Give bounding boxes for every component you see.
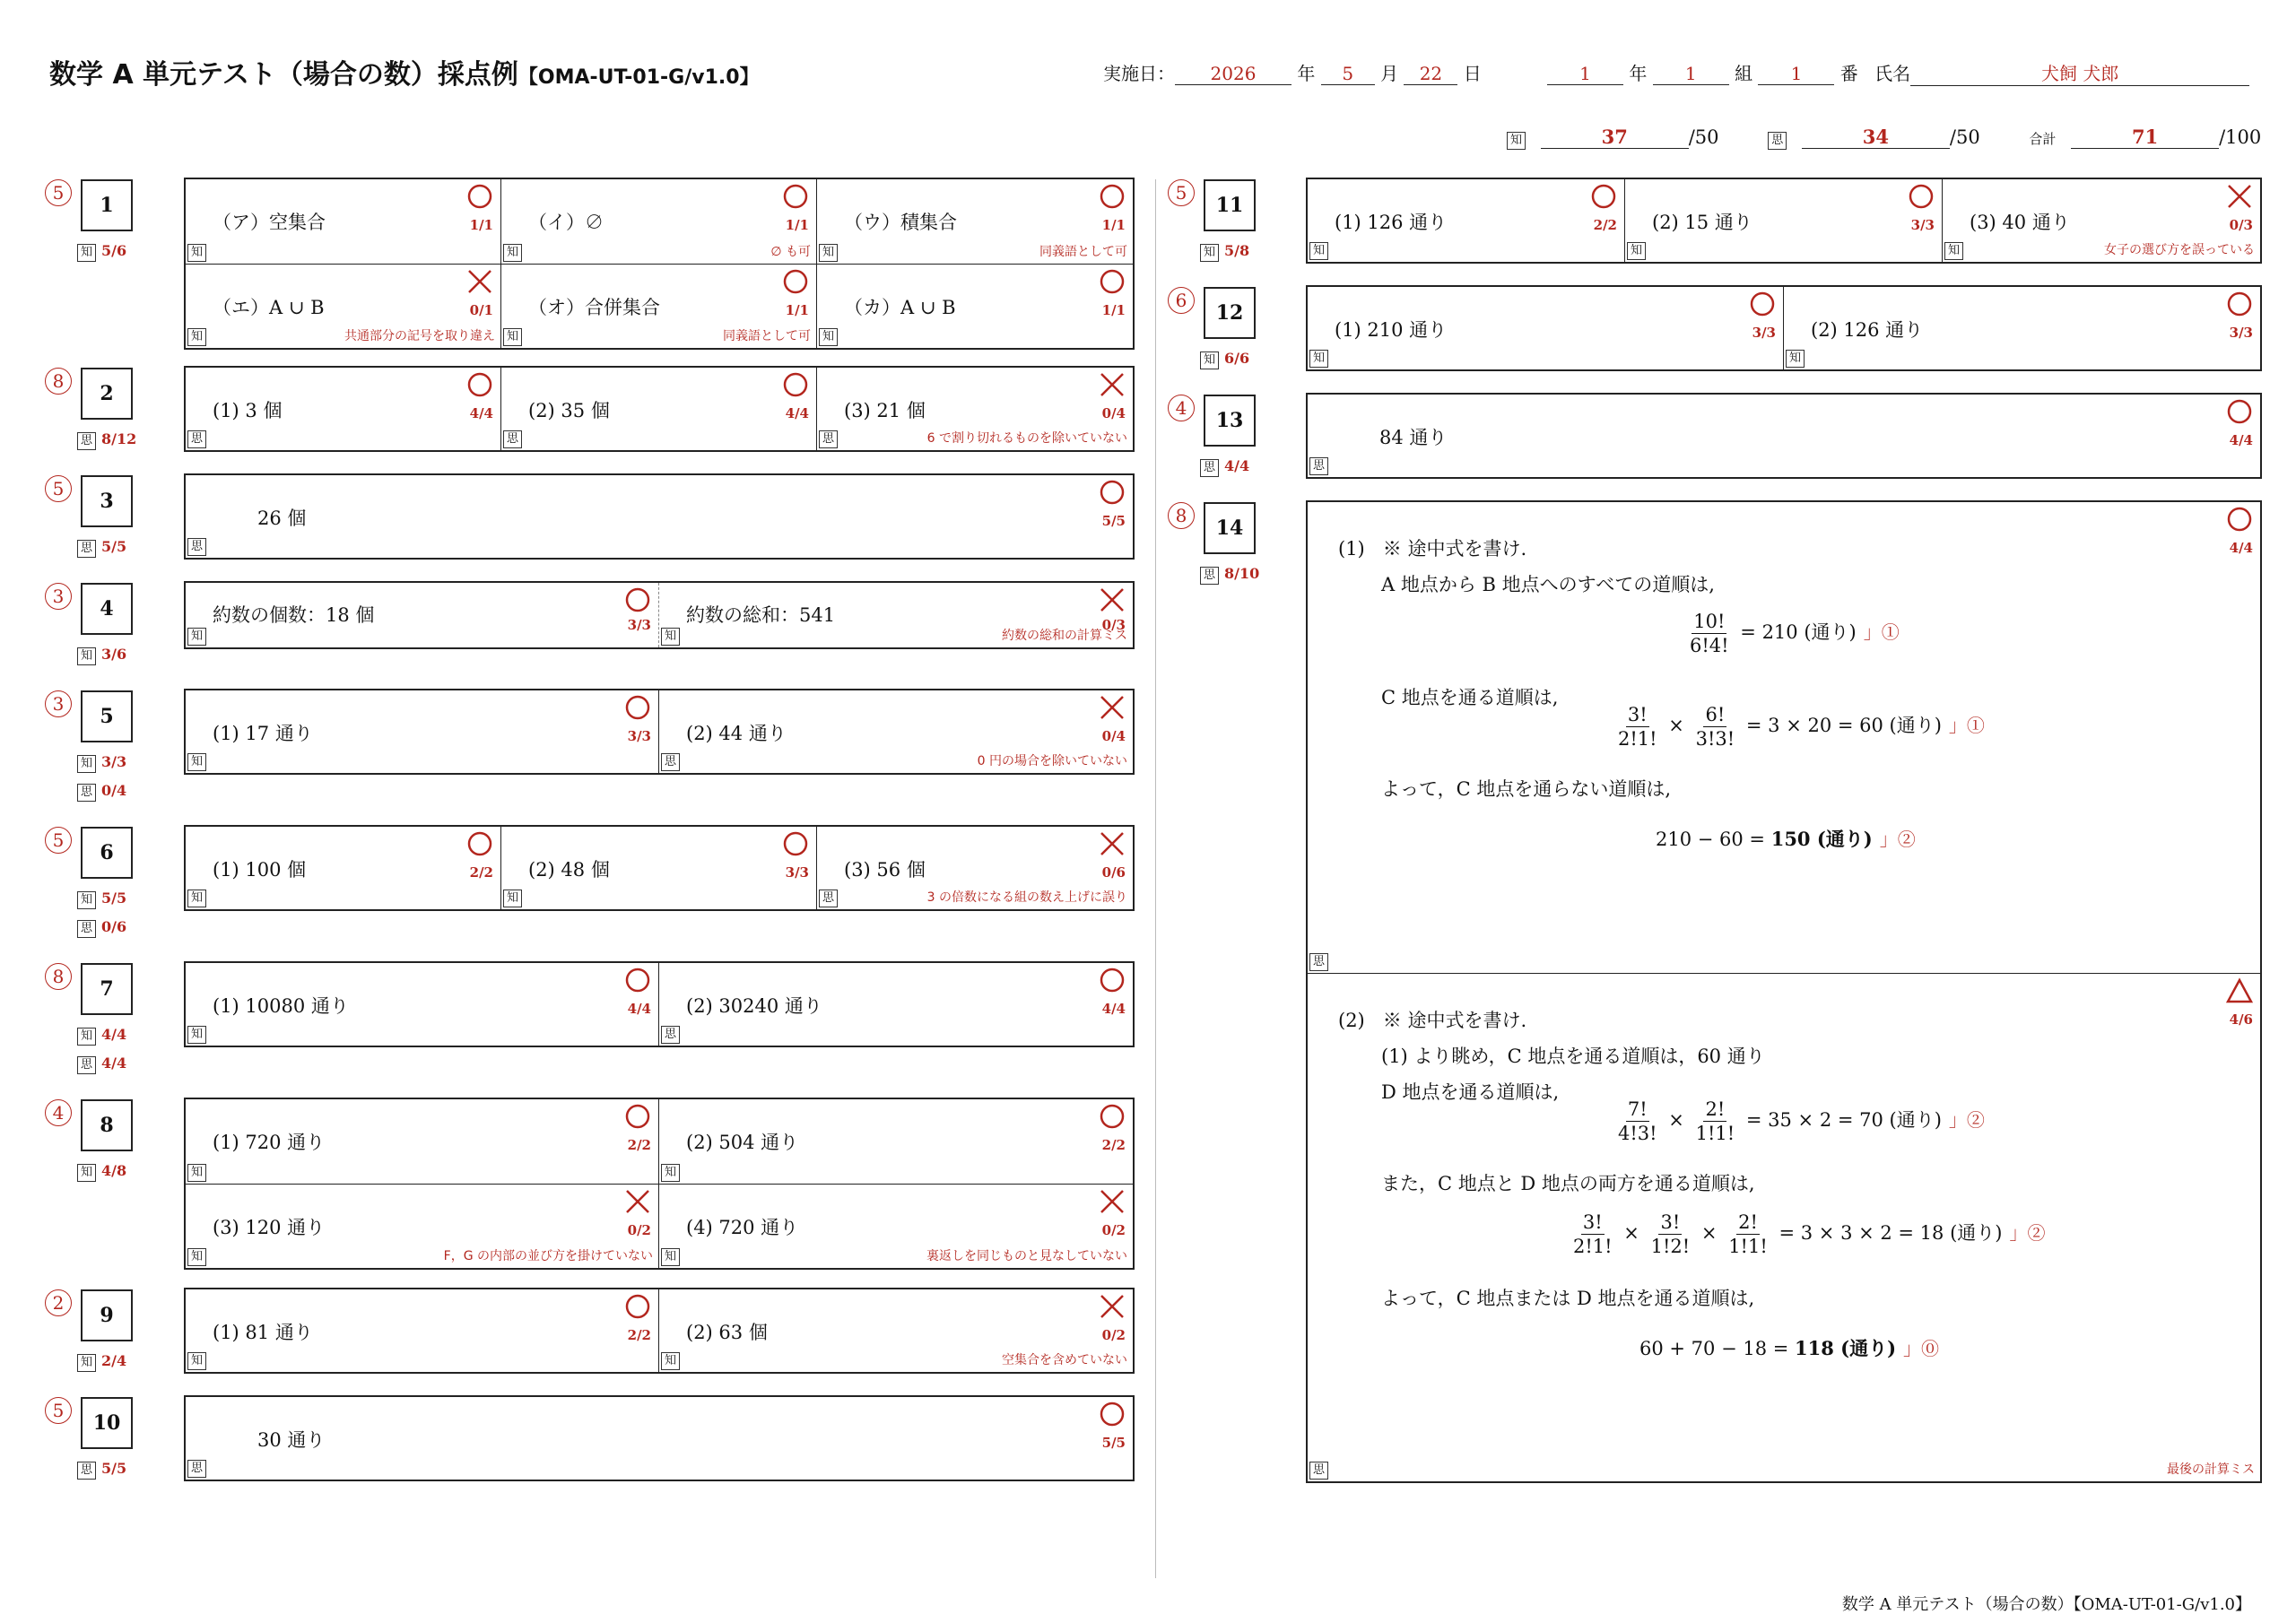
q6-points-3: 0/6 (1101, 864, 1126, 881)
category-tag: 知 (187, 1248, 206, 1266)
q8-correct-mark-icon (624, 1103, 651, 1130)
q8-note-4: 裏返しを同じものと見なしていない (926, 1249, 1127, 1263)
q3-subscore-1: 思 5/5 (77, 538, 126, 558)
q1-points-3: 1/1 (1101, 217, 1126, 233)
q13-subscore-1: 思 4/4 (1200, 457, 1249, 477)
category-tag: 知 (187, 890, 206, 907)
q14-2-note: 最後の計算ミス (2167, 1462, 2255, 1477)
q1-note-4: 共通部分の記号を取り違え (344, 329, 495, 343)
q4-answer-1: 約数の個数：18 個 (213, 604, 375, 626)
q1-points-6: 1/1 (1101, 302, 1126, 318)
q12-answer-1: (1) 210 通り (1335, 319, 1448, 341)
q3-answer-box (184, 473, 1135, 560)
category-tag: 知 (503, 890, 522, 907)
q6-wrong-mark-icon (1099, 830, 1126, 857)
q9-cell-2 (659, 1289, 1133, 1372)
q9-answer-2: (2) 63 個 (686, 1322, 768, 1343)
q8-note-3: F，G の内部の並び方を掛けていない (443, 1249, 653, 1263)
q13-correct-mark-icon (2226, 398, 2253, 425)
column-divider (1155, 179, 1156, 1578)
q8-wrong-mark-icon (1099, 1188, 1126, 1215)
category-tag: 思 (187, 538, 206, 556)
q1-number: 1 (81, 179, 133, 231)
category-tag: 知 (503, 244, 522, 262)
q8-answer-2: (2) 504 通り (686, 1132, 799, 1153)
q14-part1: 4/4 思 (1) ※ 途中式を書け. A 地点から B 地点へのすべての道順は, $\frac{10!}{6!4!}$ = 210 (通り) 」① C 地点を通る道順は, $\frac{3!}{2!1!}$ × $\frac{6!}{3!3!}$ = 3 × 20 = 60 (通り) 」① よって，C 地点を通らない道順は, 210 − 60 = 150 (通り) 」② (1308, 502, 2260, 974)
q3-correct-mark-icon (1099, 479, 1126, 506)
q6-cell-3 (817, 827, 1133, 909)
q1-cell-6 (817, 264, 1133, 348)
category-tag: 知 (187, 753, 206, 771)
q1-points-2: 1/1 (785, 217, 809, 233)
q8-answer-3: (3) 120 通り (213, 1217, 326, 1238)
q9-subscore-1: 知 2/4 (77, 1352, 126, 1372)
category-tag: 知 (661, 1352, 680, 1370)
q7-points-2: 4/4 (1101, 1001, 1126, 1017)
category-tag: 知 (187, 328, 206, 346)
q4-wrong-mark-icon (1099, 586, 1126, 613)
q10-correct-mark-icon (1099, 1401, 1126, 1428)
q13-points-1: 4/4 (2229, 432, 2253, 448)
category-tag: 思 (661, 1026, 680, 1044)
q6-number: 6 (81, 827, 133, 879)
q10-number: 10 (81, 1397, 133, 1449)
q8-cell-2 (659, 1099, 1133, 1184)
q1-note-3: 同義語として可 (1039, 245, 1127, 259)
exam-date: 実施日： 2026 年 5 月 22 日 (1103, 63, 1482, 84)
category-tag: 知 (1786, 350, 1805, 368)
q7-cell-1 (186, 963, 659, 1046)
q2-correct-mark-icon (466, 371, 493, 398)
q5-wrong-mark-icon (1099, 694, 1126, 721)
q7-cell-2 (659, 963, 1133, 1046)
day-field[interactable]: 22 (1404, 63, 1457, 85)
q7-answer-1: (1) 10080 通り (213, 995, 349, 1017)
category-tag: 知 (819, 328, 838, 346)
name-field[interactable]: 犬飼 犬郎 (1910, 59, 2249, 86)
q1-note-5: 同義語として可 (723, 329, 811, 343)
q9-wrong-mark-icon (1099, 1293, 1126, 1320)
q14-part2: 4/6 思 最後の計算ミス (2) ※ 途中式を書け. (1) より眺め，C 地点を通る道順は，60 通り D 地点を通る道順は, $\frac{7!}{4!3!}$ × $\frac{2!}{1!1!}$ = 35 × 2 = 70 (通り) 」② また，C 地点と D 地点の両方を通る道順は, $\frac{3!}{2!1!}$ × $\frac{3!}{1!2!}$ × $\frac{2!}{1!1!}$ = 3 × 3 × 2 = 18 (通り) 」② よって，C 地点または D 地点を通る道順は, 60 + 70 − 18 = 118 (通り) 」⓪ (1308, 974, 2260, 1481)
q4-correct-mark-icon (624, 586, 651, 613)
q7-points-1: 4/4 (627, 1001, 651, 1017)
q5-subscore-2: 思 0/4 (77, 782, 126, 802)
q7-correct-mark-icon (624, 967, 651, 994)
q14-1-mark-icon (2226, 506, 2253, 533)
q5-correct-mark-icon (624, 694, 651, 721)
q14-1-formula2: $\frac{3!}{2!1!}$ × $\frac{6!}{3!3!}$ = 3 × 20 = 60 (通り) 」① (1618, 704, 1985, 750)
q1-points-5: 1/1 (785, 302, 809, 318)
category-tag: 思 (1309, 457, 1328, 475)
q10-subscore-1: 思 5/5 (77, 1460, 126, 1480)
q8-cell-3 (186, 1184, 659, 1268)
q11-answer-box (1306, 178, 2262, 264)
q10-points-1: 5/5 (1101, 1435, 1126, 1451)
q3-answer-1: 26 個 (257, 508, 307, 529)
q8-cell-1 (186, 1099, 659, 1184)
q1-cell-4 (186, 264, 501, 348)
q11-number: 11 (1204, 179, 1256, 231)
q7-score-circle: 8 (45, 963, 72, 990)
q6-cell-2 (501, 827, 817, 909)
q1-note-2: ∅ も可 (770, 245, 811, 259)
q8-points-2: 2/2 (1101, 1137, 1126, 1153)
q5-cell-1 (186, 690, 659, 773)
q6-cell-1 (186, 827, 501, 909)
q12-number: 12 (1204, 287, 1256, 339)
q2-subscore-1: 思 8/12 (77, 430, 136, 450)
q11-cell-3 (1943, 179, 2260, 262)
q6-correct-mark-icon (782, 830, 809, 857)
q12-cell-2 (1784, 287, 2260, 369)
q1-points-4: 0/1 (469, 302, 493, 318)
q4-cell-2 (659, 583, 1133, 647)
q3-cell-1 (186, 475, 1133, 558)
q12-answer-2: (2) 126 通り (1811, 319, 1924, 341)
q7-answer-2: (2) 30240 通り (686, 995, 822, 1017)
q14-number: 14 (1204, 502, 1256, 554)
q8-subscore-1: 知 4/8 (77, 1162, 126, 1182)
q8-points-1: 2/2 (627, 1137, 651, 1153)
q12-points-1: 3/3 (1752, 325, 1776, 341)
category-tag: 知 (187, 1352, 206, 1370)
q9-number: 9 (81, 1289, 133, 1341)
q8-cell-4 (659, 1184, 1133, 1268)
q8-answer-box (184, 1098, 1135, 1270)
q1-subscore-1: 知 5/6 (77, 242, 126, 262)
q2-answer-2: (2) 35 個 (528, 400, 610, 421)
q9-correct-mark-icon (624, 1293, 651, 1320)
q6-correct-mark-icon (466, 830, 493, 857)
q8-correct-mark-icon (1099, 1103, 1126, 1130)
q3-score-circle: 5 (45, 475, 72, 502)
category-tag: 知 (1627, 242, 1646, 260)
month-field[interactable]: 5 (1321, 63, 1375, 85)
grade-field[interactable]: 1 (1547, 63, 1623, 85)
q12-subscore-1: 知 6/6 (1200, 350, 1249, 369)
q8-answer-4: (4) 720 通り (686, 1217, 799, 1238)
q13-score-circle: 4 (1168, 395, 1195, 421)
q14-2-formula2: $\frac{3!}{2!1!}$ × $\frac{3!}{1!2!}$ × $\frac{2!}{1!1!}$ = 3 × 3 × 2 = 18 (通り) 」② (1573, 1211, 2046, 1257)
q6-note-3: 3 の倍数になる組の数え上げに誤り (926, 890, 1127, 905)
q11-cell-2 (1625, 179, 1943, 262)
q5-points-2: 0/4 (1101, 728, 1126, 744)
page-footer: 数学 A 単元テスト（場合の数）【OMA-UT-01-G/v1.0】 (1841, 1595, 2251, 1614)
q11-correct-mark-icon (1590, 183, 1617, 210)
q8-wrong-mark-icon (624, 1188, 651, 1215)
q5-answer-1: (1) 17 通り (213, 723, 313, 744)
category-tag: 知 (187, 244, 206, 262)
q11-points-1: 2/2 (1593, 217, 1617, 233)
category-tag: 知 (187, 1026, 206, 1044)
category-tag: 知 (661, 1164, 680, 1182)
q2-score-circle: 8 (45, 368, 72, 395)
q4-points-2: 0/3 (1101, 617, 1126, 633)
shi-total: 34 (1802, 126, 1950, 149)
year-field[interactable]: 2026 (1175, 63, 1292, 85)
q1-points-1: 1/1 (469, 217, 493, 233)
q4-answer-box (184, 581, 1135, 649)
q4-cell-1 (186, 583, 659, 647)
q13-answer-box (1306, 393, 2262, 479)
q12-correct-mark-icon (2226, 291, 2253, 317)
q6-answer-2: (2) 48 個 (528, 859, 610, 881)
category-tag: 知 (503, 328, 522, 346)
q10-answer-box (184, 1395, 1135, 1481)
category-tag: 思 (187, 430, 206, 448)
q2-note-3: 6 で割り切れるものを除いていない (926, 431, 1127, 446)
q2-answer-1: (1) 3 個 (213, 400, 283, 421)
q11-points-3: 0/3 (2229, 217, 2253, 233)
q2-correct-mark-icon (782, 371, 809, 398)
q9-note-2: 空集合を含めていない (1002, 1353, 1127, 1367)
q5-cell-2 (659, 690, 1133, 773)
q11-wrong-mark-icon (2226, 183, 2253, 210)
category-tag: 知 (187, 1164, 206, 1182)
q14-2-mark-icon (2226, 977, 2253, 1004)
q3-number: 3 (81, 475, 133, 527)
category-tag: 知 (661, 1248, 680, 1266)
category-tag: 知 (1309, 350, 1328, 368)
q1-cell-1 (186, 179, 501, 264)
q14-1-formula1: $\frac{10!}{6!4!}$ = 210 (通り) 」① (1690, 611, 1900, 656)
class-field[interactable]: 1 (1653, 63, 1729, 85)
q5-answer-2: (2) 44 通り (686, 723, 787, 744)
q6-points-2: 3/3 (785, 864, 809, 881)
category-tag: 思 (819, 430, 838, 448)
q1-answer-3: （ウ）積集合 (844, 212, 957, 233)
q6-subscore-2: 思 0/6 (77, 918, 126, 938)
q2-number: 2 (81, 368, 133, 420)
category-tag: 知 (819, 244, 838, 262)
q14-score-circle: 8 (1168, 502, 1195, 529)
q1-answer-box (184, 178, 1135, 350)
q14-2-formula1: $\frac{7!}{4!3!}$ × $\frac{2!}{1!1!}$ = 35 × 2 = 70 (通り) 」② (1618, 1098, 1985, 1144)
q5-subscore-1: 知 3/3 (77, 753, 126, 773)
q4-score-circle: 3 (45, 583, 72, 610)
q10-score-circle: 5 (45, 1397, 72, 1424)
q6-subscore-1: 知 5/5 (77, 890, 126, 909)
q12-score-circle: 6 (1168, 287, 1195, 314)
q1-answer-2: （イ）∅ (528, 212, 604, 233)
category-tag: 思 (503, 430, 522, 448)
q4-points-1: 3/3 (627, 617, 651, 633)
q8-number: 8 (81, 1099, 133, 1151)
q14-2-points: 4/6 (2229, 1011, 2253, 1028)
chi-tag: 知 (1507, 132, 1526, 150)
q6-answer-1: (1) 100 個 (213, 859, 307, 881)
q8-score-circle: 4 (45, 1099, 72, 1126)
q1-answer-6: （カ）A ∪ B (844, 297, 956, 318)
q14-1-answer: 210 − 60 = 150 (通り) 」② (1656, 828, 1916, 850)
q1-correct-mark-icon (1099, 268, 1126, 295)
q1-correct-mark-icon (782, 183, 809, 210)
q5-number: 5 (81, 690, 133, 742)
q3-points-1: 5/5 (1101, 513, 1126, 529)
grand-total: 71 (2071, 126, 2219, 149)
q14-1-points: 4/4 (2229, 540, 2253, 556)
q10-answer-1: 30 通り (257, 1429, 326, 1451)
q12-answer-box (1306, 285, 2262, 371)
q12-cell-1 (1308, 287, 1784, 369)
q7-subscore-2: 思 4/4 (77, 1055, 126, 1074)
q1-correct-mark-icon (1099, 183, 1126, 210)
q4-answer-2: 約数の総和：541 (686, 604, 836, 626)
q2-cell-3 (817, 368, 1133, 450)
q9-cell-1 (186, 1289, 659, 1372)
q11-answer-1: (1) 126 通り (1335, 212, 1448, 233)
q8-points-4: 0/2 (1101, 1222, 1126, 1238)
category-tag: 知 (1309, 242, 1328, 260)
q11-answer-2: (2) 15 通り (1652, 212, 1752, 233)
category-tag: 思 (819, 890, 838, 907)
q1-score-circle: 5 (45, 179, 72, 206)
category-tag: 知 (1944, 242, 1963, 260)
q2-wrong-mark-icon (1099, 371, 1126, 398)
q1-answer-1: （ア）空集合 (213, 212, 326, 233)
q1-correct-mark-icon (782, 268, 809, 295)
category-tag: 思 (187, 1460, 206, 1478)
category-tag: 知 (661, 628, 680, 646)
q14-subscore-1: 思 8/10 (1200, 565, 1259, 585)
q7-number: 7 (81, 963, 133, 1015)
q4-subscore-1: 知 3/6 (77, 646, 126, 665)
q13-number: 13 (1204, 395, 1256, 447)
q2-answer-3: (3) 21 個 (844, 400, 926, 421)
q2-points-1: 4/4 (469, 405, 493, 421)
number-field[interactable]: 1 (1758, 63, 1834, 85)
q12-correct-mark-icon (1749, 291, 1776, 317)
q2-points-2: 4/4 (785, 405, 809, 421)
q13-answer-1: 84 通り (1379, 427, 1448, 448)
q1-correct-mark-icon (466, 183, 493, 210)
q14-answer-box (1306, 500, 2262, 1483)
q11-score-circle: 5 (1168, 179, 1195, 206)
q4-note-2: 約数の総和の計算ミス (1002, 629, 1127, 643)
q12-points-2: 3/3 (2229, 325, 2253, 341)
q8-answer-1: (1) 720 通り (213, 1132, 326, 1153)
q9-points-2: 0/2 (1101, 1327, 1126, 1343)
student-info: 1 年 1 組 1 番 氏名 犬飼 犬郎 (1547, 59, 2249, 86)
q5-note-2: 0 円の場合を除いていない (977, 754, 1127, 768)
chi-total: 37 (1541, 126, 1689, 149)
category-tag: 知 (187, 628, 206, 646)
q1-answer-4: （エ）A ∪ B (213, 297, 325, 318)
q2-answer-box (184, 366, 1135, 452)
q6-points-1: 2/2 (469, 864, 493, 881)
q11-note-3: 女子の選び方を誤っている (2104, 243, 2255, 257)
page-title: 数学 A 単元テスト（場合の数）採点例【OMA-UT-01-G/v1.0】 (49, 59, 760, 91)
q11-cell-1 (1308, 179, 1625, 262)
q11-answer-3: (3) 40 通り (1970, 212, 2070, 233)
shi-tag: 思 (1768, 132, 1787, 150)
q9-answer-box (184, 1288, 1135, 1374)
q10-cell-1 (186, 1397, 1133, 1480)
q1-cell-5 (501, 264, 817, 348)
q1-cell-2 (501, 179, 817, 264)
q11-subscore-1: 知 5/8 (1200, 242, 1249, 262)
q5-points-1: 3/3 (627, 728, 651, 744)
q6-answer-box (184, 825, 1135, 911)
q2-cell-1 (186, 368, 501, 450)
q7-correct-mark-icon (1099, 967, 1126, 994)
q7-subscore-1: 知 4/4 (77, 1026, 126, 1046)
q14-2-answer: 60 + 70 − 18 = 118 (通り) 」⓪ (1639, 1337, 1940, 1359)
q8-points-3: 0/2 (627, 1222, 651, 1238)
q6-answer-3: (3) 56 個 (844, 859, 926, 881)
q9-points-1: 2/2 (627, 1327, 651, 1343)
document-code: 【OMA-UT-01-G/v1.0】 (517, 66, 760, 89)
q2-points-3: 0/4 (1101, 405, 1126, 421)
q5-answer-box (184, 689, 1135, 775)
q1-wrong-mark-icon (466, 268, 493, 295)
q9-score-circle: 2 (45, 1289, 72, 1316)
score-summary: 知 37 /50 思 34 /50 合計 71 /100 (1507, 126, 2261, 150)
q1-answer-5: （オ）合併集合 (528, 297, 660, 318)
q5-score-circle: 3 (45, 690, 72, 717)
q9-answer-1: (1) 81 通り (213, 1322, 313, 1343)
category-tag: 思 (661, 753, 680, 771)
q13-cell-1 (1308, 395, 2260, 477)
q6-score-circle: 5 (45, 827, 72, 854)
q11-correct-mark-icon (1908, 183, 1935, 210)
q4-number: 4 (81, 583, 133, 635)
q2-cell-2 (501, 368, 817, 450)
q1-cell-3 (817, 179, 1133, 264)
q7-answer-box (184, 961, 1135, 1047)
q11-points-2: 3/3 (1910, 217, 1935, 233)
